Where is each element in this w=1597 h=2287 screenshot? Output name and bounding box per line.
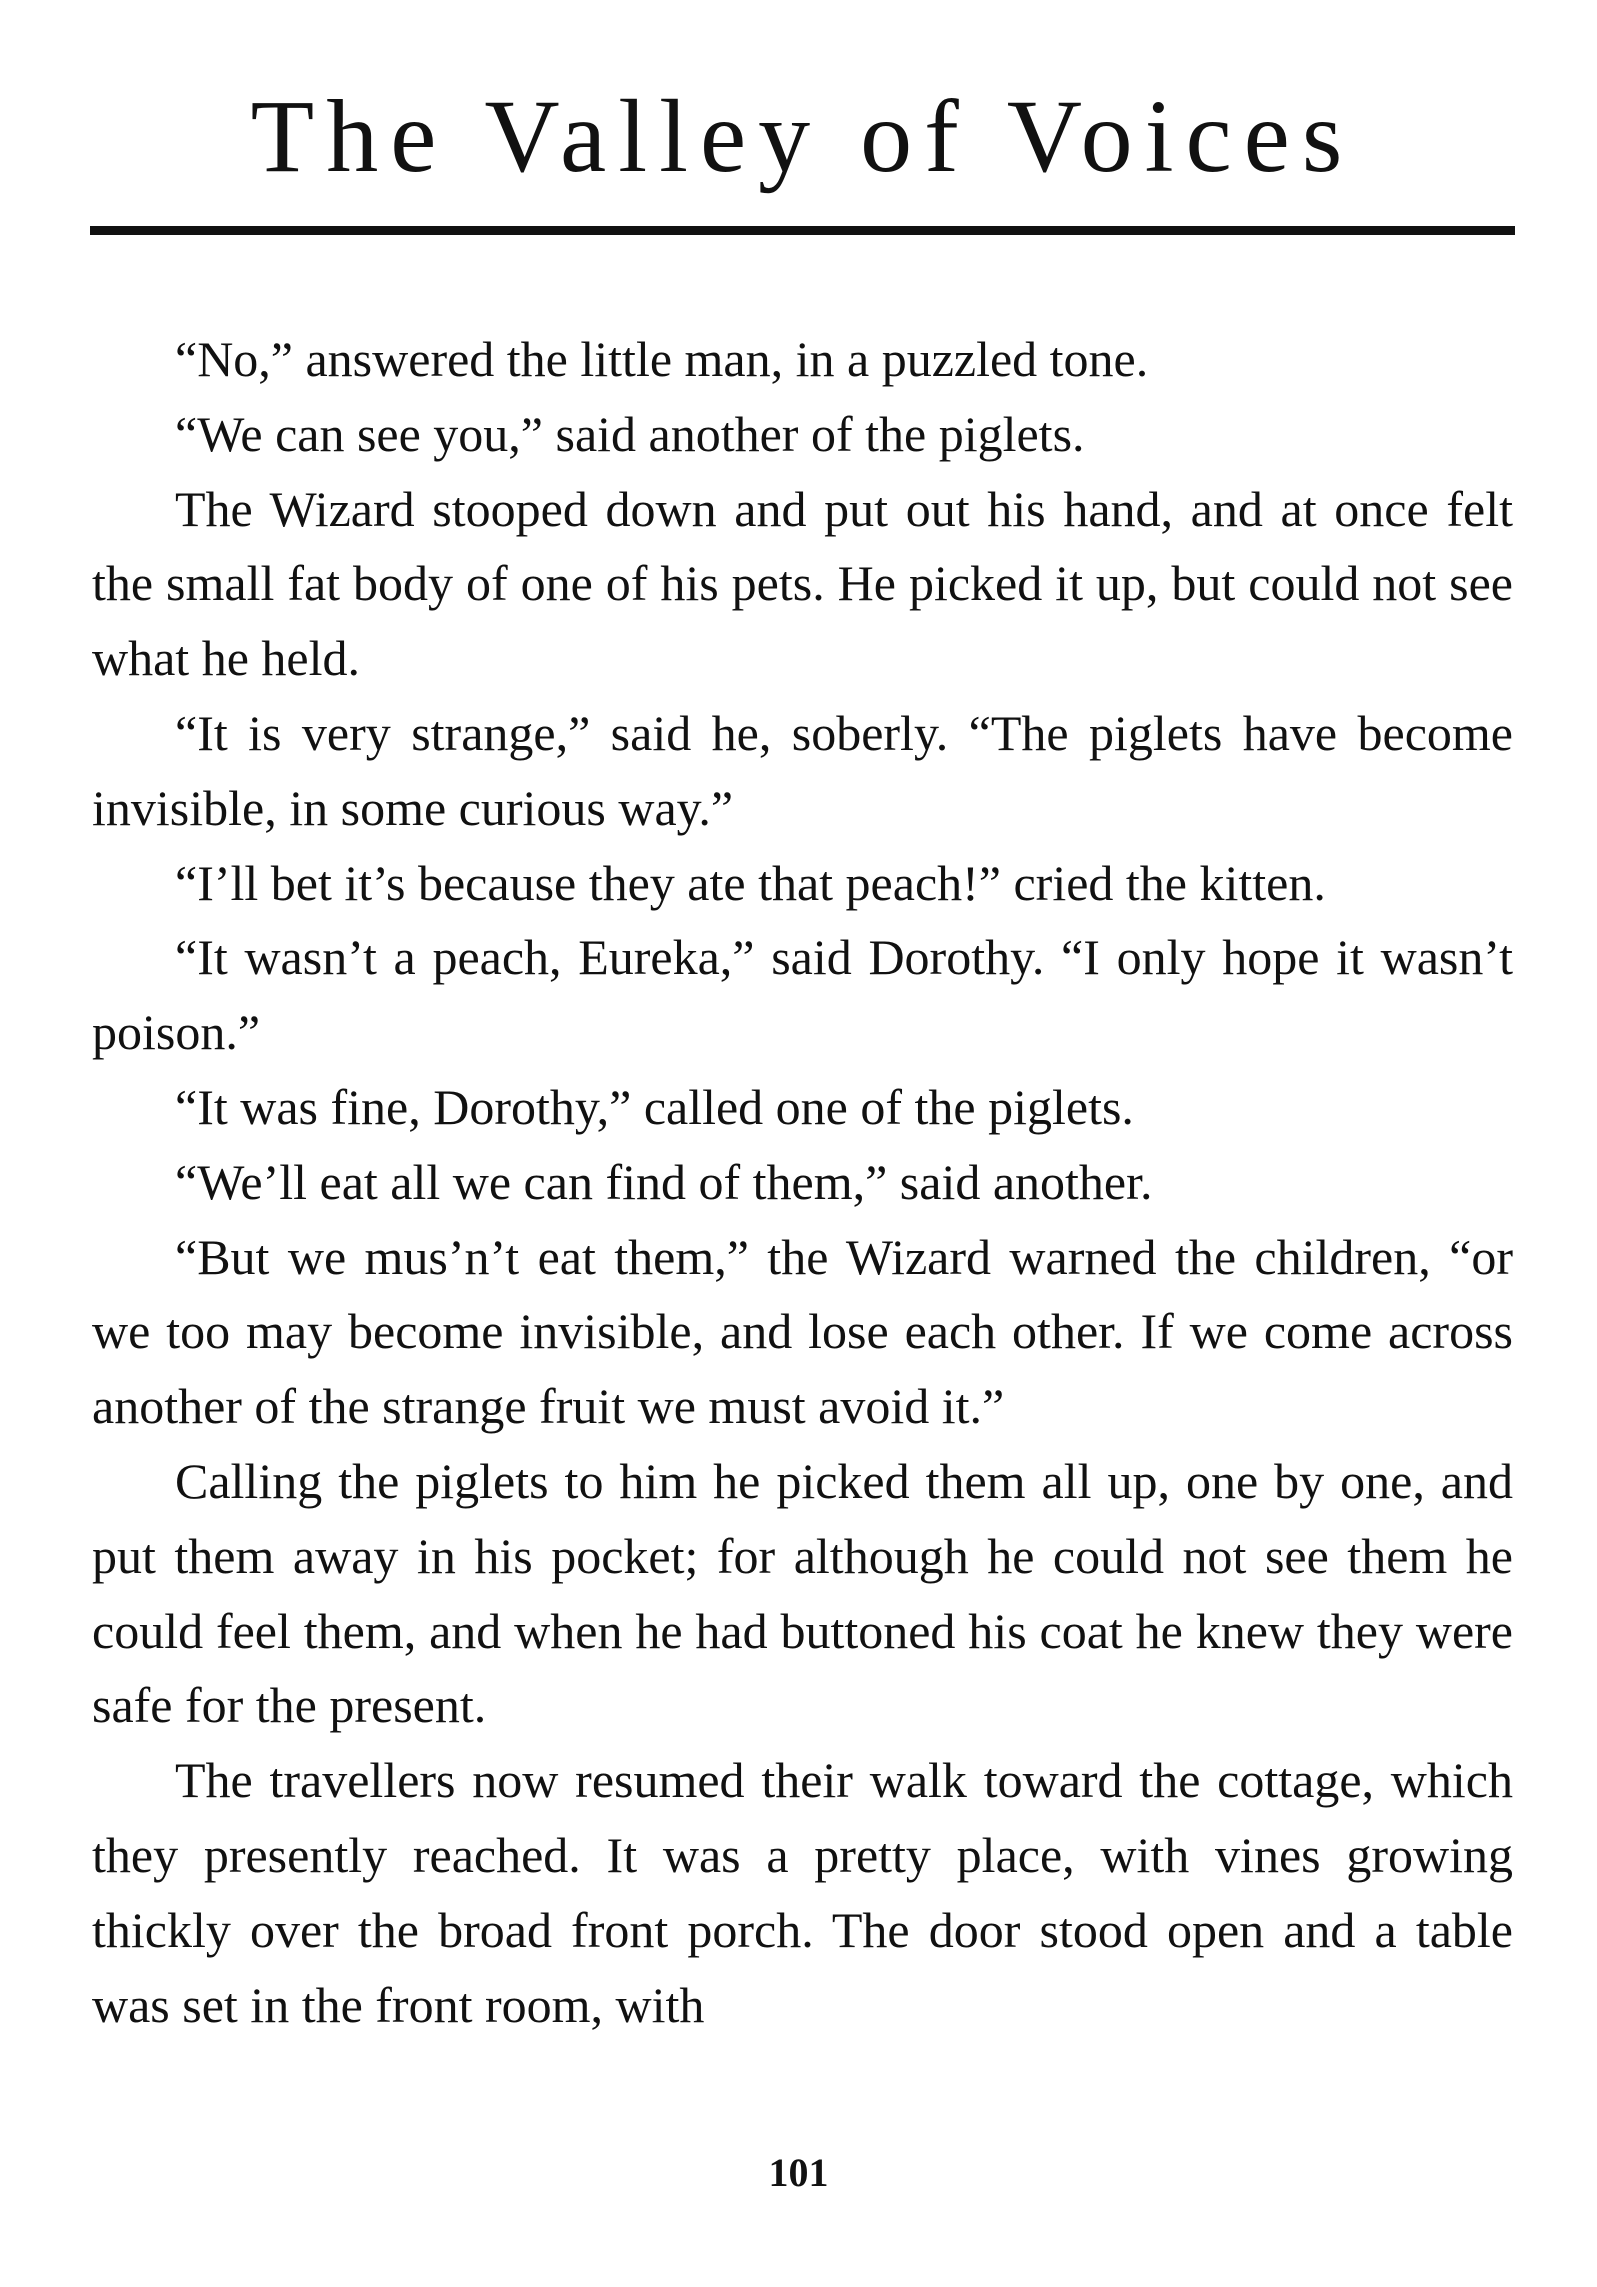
- paragraph: “It wasn’t a peach, Eureka,” said Dorothy. “I only hope it wasn’t poison.”: [92, 929, 1513, 1061]
- running-head: The Valley of Voices: [250, 79, 1355, 194]
- body-text: [92, 322, 1513, 2042]
- paragraph: The travellers now resumed their walk toward the cottage, which they presently reached. It was a pretty place, with vines growing thickly over the broad front porch. The door stood open and a table was set in the front room, with: [92, 1752, 1513, 2033]
- paragraph: “We can see you,” said another of the piglets.: [175, 405, 1085, 462]
- page-number: 101: [768, 2150, 829, 2195]
- header-rule: [90, 226, 1515, 235]
- paragraph: Calling the piglets to him he picked them all up, one by one, and put them away in his pocket; for although he could not see them he could feel them, and when he had buttoned his coat he knew they were safe for the present.: [92, 1452, 1513, 1734]
- paragraph: “No,” answered the little man, in a puzzled tone.: [175, 331, 1149, 387]
- paragraph: “But we mus’n’t eat them,” the Wizard warned the children, “or we too may become invisible, and lose each other. If we come across another of the strange fruit we must avoid it.”: [92, 1228, 1513, 1435]
- paragraph: “I’ll bet it’s because they ate that peach!” cried the kitten.: [175, 854, 1326, 911]
- paragraph: “We’ll eat all we can find of them,” said another.: [175, 1153, 1153, 1210]
- paragraph: “It was fine, Dorothy,” called one of the piglets.: [175, 1078, 1134, 1135]
- paragraph: The Wizard stooped down and put out his hand, and at once felt the small fat body of one of his pets. He picked it up, but could not see what he held.: [92, 480, 1513, 687]
- paragraph: “It is very strange,” said he, soberly. “The piglets have become invisible, in some curious way.”: [92, 704, 1513, 836]
